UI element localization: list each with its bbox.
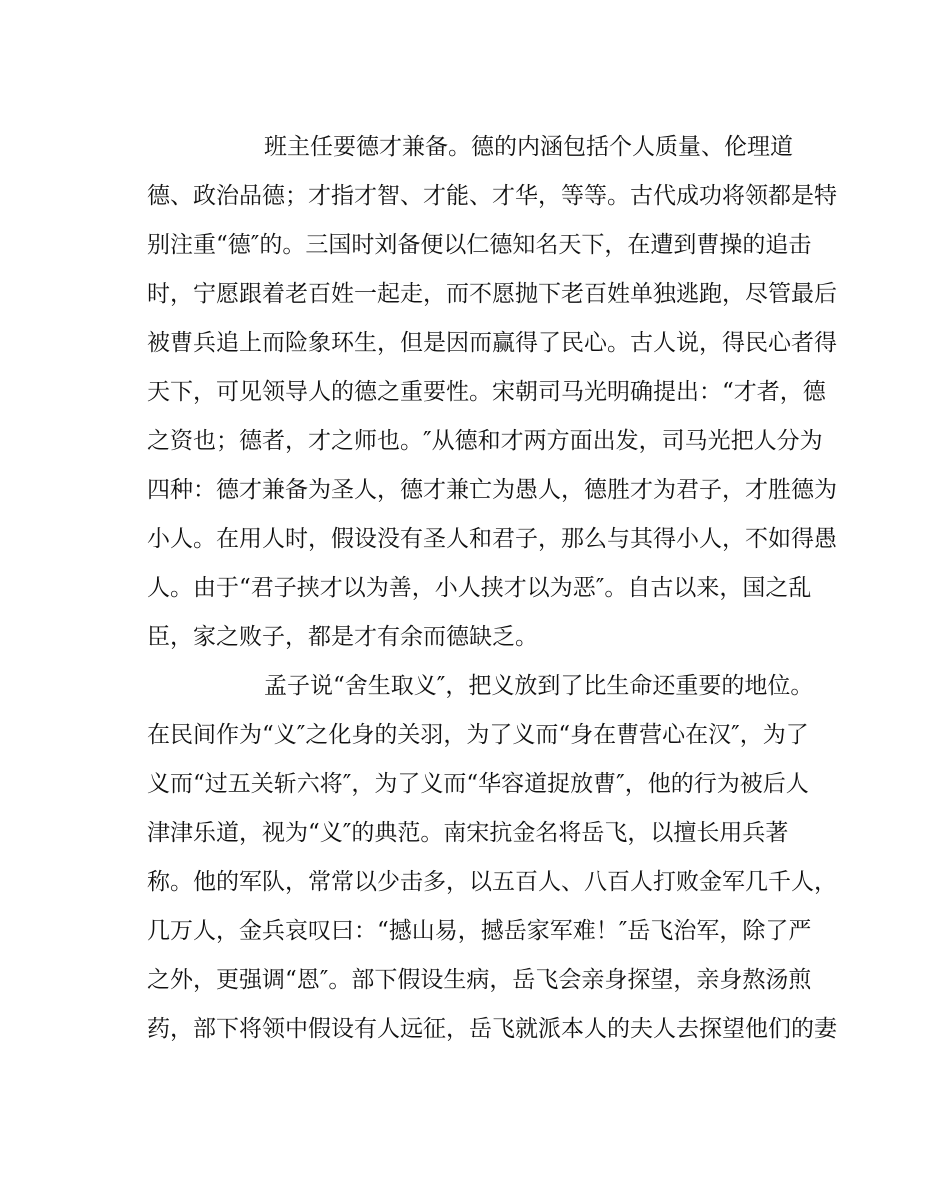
paragraph-2-line-5: 称。他的军队，常常以少击多，以五百人、八百人打败金军几千人，	[147, 869, 837, 895]
paragraph-1-line-2: 德、政治品德；才指才智、才能、才华，等等。古代成功将领都是特	[147, 183, 837, 209]
paragraph-2-line-1: 孟子说“舍生取义″，把义放到了比生命还重要的地位。	[264, 673, 814, 699]
paragraph-1-line-3: 别注重“德″的。三国时刘备便以仁德知名天下，在遭到曹操的追击	[147, 232, 812, 258]
paragraph-1-line-5: 被曹兵追上而险象环生，但是因而赢得了民心。古人说，得民心者得	[147, 330, 837, 356]
paragraph-1-line-6: 天下，可见领导人的德之重要性。宋朝司马光明确提出：“才者，德	[147, 379, 826, 405]
paragraph-2-line-6: 几万人，金兵哀叹曰：“撼山易，撼岳家军难！″岳飞治军，除了严	[147, 918, 812, 944]
paragraph-2-line-8: 药，部下将领中假设有人远征，岳飞就派本人的夫人去探望他们的妻	[147, 1016, 837, 1042]
paragraph-1-line-1: 班主任要德才兼备。德的内涵包括个人质量、伦理道	[264, 134, 793, 160]
paragraph-1-line-11: 臣，家之败子，都是才有余而德缺乏。	[147, 624, 538, 650]
paragraph-1-line-8: 四种：德才兼备为圣人，德才兼亡为愚人，德胜才为君子，才胜德为	[147, 477, 837, 503]
paragraph-2-line-3: 义而“过五关斩六将″，为了义而“华容道捉放曹″，他的行为被后人	[147, 771, 809, 797]
paragraph-1-line-10: 人。由于“君子挟才以为善，小人挟才以为恶″。自古以来，国之乱	[147, 575, 812, 601]
paragraph-1-line-9: 小人。在用人时，假设没有圣人和君子，那么与其得小人，不如得愚	[147, 526, 837, 552]
paragraph-2-line-2: 在民间作为“义″之化身的关羽，为了义而“身在曹营心在汉″，为了	[147, 722, 809, 748]
paragraph-2-line-4: 津津乐道，视为“义″的典范。南宋抗金名将岳飞，以擅长用兵著	[147, 820, 789, 846]
paragraph-1-line-7: 之资也；德者，才之师也。″从德和才两方面出发，司马光把人分为	[147, 428, 823, 454]
paragraph-1-line-4: 时，宁愿跟着老百姓一起走，而不愿抛下老百姓单独逃跑，尽管最后	[147, 281, 837, 307]
paragraph-2-line-7: 之外，更强调“恩″。部下假设生病，岳飞会亲身探望，亲身熬汤煎	[147, 967, 812, 993]
